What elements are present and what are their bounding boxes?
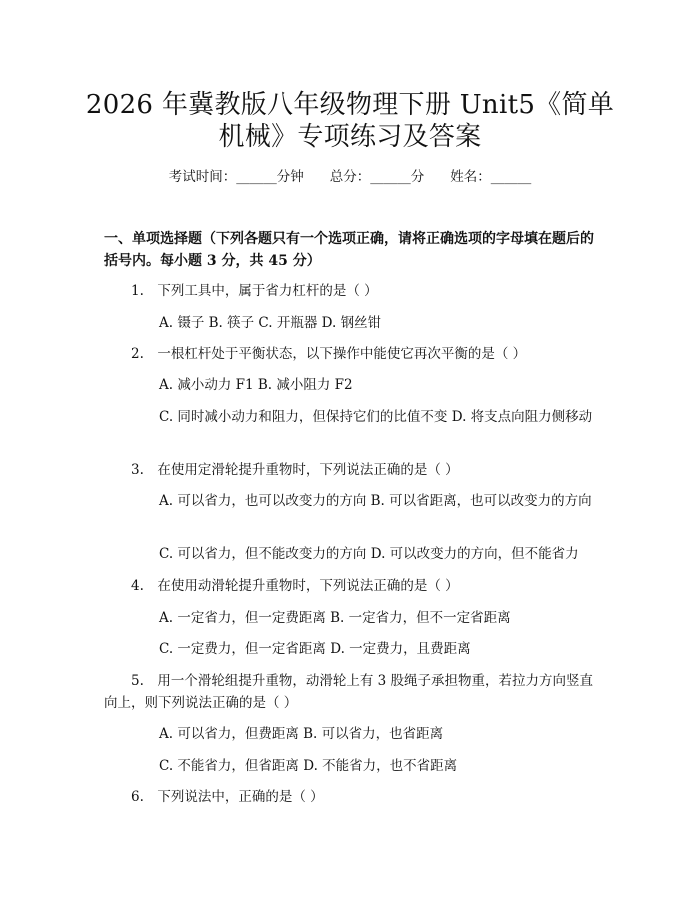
- question-3-stem: 3. 在使用定滑轮提升重物时，下列说法正确的是（ ）: [131, 462, 459, 478]
- document-title-line-1: 2026 年冀教版八年级物理下册 Unit5《简单: [85, 90, 615, 120]
- question-5-stem: 5. 用一个滑轮组提升重物，动滑轮上有 3 股绳子承担物重，若拉力方向竖直向上，则下列说法正确的是（ ）: [104, 673, 594, 711]
- question-1-stem: 1. 下列工具中，属于省力杠杆的是（ ）: [131, 283, 378, 299]
- question-1-options: A. 镊子 B. 筷子 C. 开瓶器 D. 钢丝钳: [159, 315, 382, 331]
- question-6-stem: 6. 下列说法中，正确的是（ ）: [131, 789, 324, 805]
- exam-time-field: 考试时间：______分钟: [168, 169, 304, 185]
- exam-info: [0, 166, 700, 188]
- question-4-options-cd: C. 一定费力，但一定省距离 D. 一定费力，且费距离: [159, 641, 471, 657]
- question-2-options-cd: C. 同时减小动力和阻力，但保持它们的比值不变 D. 将支点向阻力侧移动: [159, 409, 593, 425]
- document-title-line-2: 机械》专项练习及答案: [218, 122, 482, 152]
- question-3-options-cd: C. 可以省力，但不能改变力的方向 D. 可以改变力的方向，但不能省力: [159, 546, 579, 562]
- question-4-options-ab: A. 一定省力，但一定费距离 B. 一定省力，但不一定省距离: [159, 610, 511, 626]
- total-score-field: 总分：______分: [329, 169, 425, 185]
- question-2-options-ab: A. 减小动力 F1 B. 减小阻力 F2: [159, 377, 353, 393]
- section-heading: 一、单项选择题（下列各题只有一个选项正确，请将正确选项的字母填在题后的括号内。每小题 3 分，共 45 分）: [104, 231, 594, 269]
- question-3-options-ab: A. 可以省力，也可以改变力的方向 B. 可以省距离，也可以改变力的方向: [159, 493, 592, 509]
- question-2-stem: 2. 一根杠杆处于平衡状态，以下操作中能使它再次平衡的是（ ）: [131, 346, 527, 362]
- student-name-field: 姓名：______: [450, 169, 532, 185]
- question-5-options-cd: C. 不能省力，但省距离 D. 不能省力，也不省距离: [159, 758, 458, 774]
- question-5-options-ab: A. 可以省力，但费距离 B. 可以省力，也省距离: [159, 726, 444, 742]
- question-4-stem: 4. 在使用动滑轮提升重物时，下列说法正确的是（ ）: [131, 578, 459, 594]
